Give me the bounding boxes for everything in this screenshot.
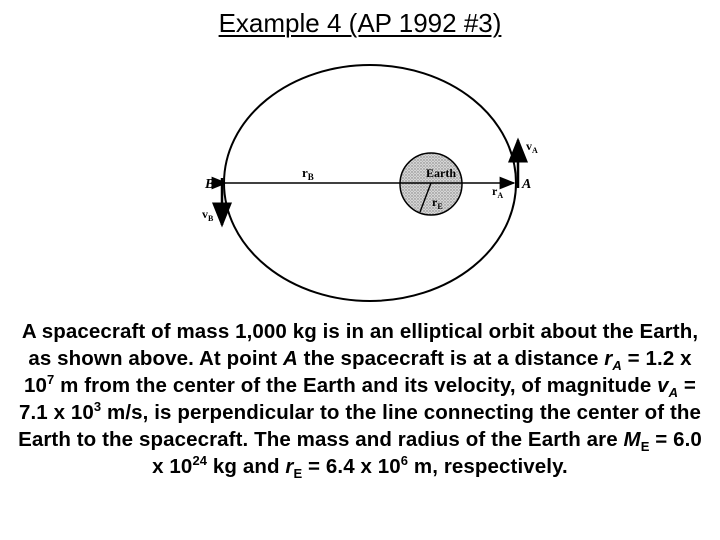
- orbit-diagram: [180, 60, 560, 310]
- label-earth: Earth: [426, 166, 456, 180]
- problem-text: A spacecraft of mass 1,000 kg is in an elliptical orbit about the Earth, as shown above. At point: [21, 320, 699, 370]
- problem-text: m from the center of the Earth and its velocity, of magnitude: [54, 374, 658, 397]
- exponent: 7: [46, 372, 55, 388]
- point-a-ref: A: [282, 347, 298, 370]
- label-va: $v_A$: [526, 139, 538, 155]
- slide-title: [0, 6, 720, 40]
- me-symbol: M: [623, 428, 641, 451]
- exponent: 24: [192, 453, 208, 469]
- problem-text: m/s, is perpendicular to the line connecting the center of the Earth to the spacecraft. The mass and radius of the Earth are: [18, 401, 701, 451]
- label-vb: $v_B$: [202, 207, 214, 223]
- exponent: 3: [93, 399, 102, 415]
- problem-text: = 1.2 x 10: [23, 347, 692, 397]
- problem-text: kg and: [207, 455, 286, 478]
- label-ra: $r_A$: [492, 184, 504, 200]
- orbit-diagram-svg: [180, 60, 560, 310]
- problem-text: = 6.0 x 10: [152, 428, 702, 478]
- va-symbol: v: [657, 374, 669, 397]
- title-text: Example 4 (AP 1992 #3): [218, 8, 502, 38]
- label-re: $r_E$: [432, 195, 443, 211]
- exponent: 6: [400, 453, 409, 469]
- problem-statement: [16, 318, 704, 480]
- problem-text: = 7.1 x 10: [18, 374, 697, 424]
- label-b: B: [205, 177, 215, 192]
- me-subscript: E: [640, 439, 650, 455]
- va-subscript: A: [668, 385, 679, 401]
- re-subscript: E: [293, 466, 303, 482]
- problem-text: the spacecraft is at a distance: [297, 347, 605, 370]
- problem-text: = 6.4 x 10: [302, 455, 401, 478]
- re-symbol: r: [285, 455, 294, 478]
- label-rb: $r_B$: [302, 165, 314, 182]
- label-a: A: [522, 177, 532, 192]
- ra-subscript: A: [612, 358, 622, 374]
- ra-symbol: r: [604, 347, 613, 370]
- problem-text: m, respectively.: [408, 455, 568, 478]
